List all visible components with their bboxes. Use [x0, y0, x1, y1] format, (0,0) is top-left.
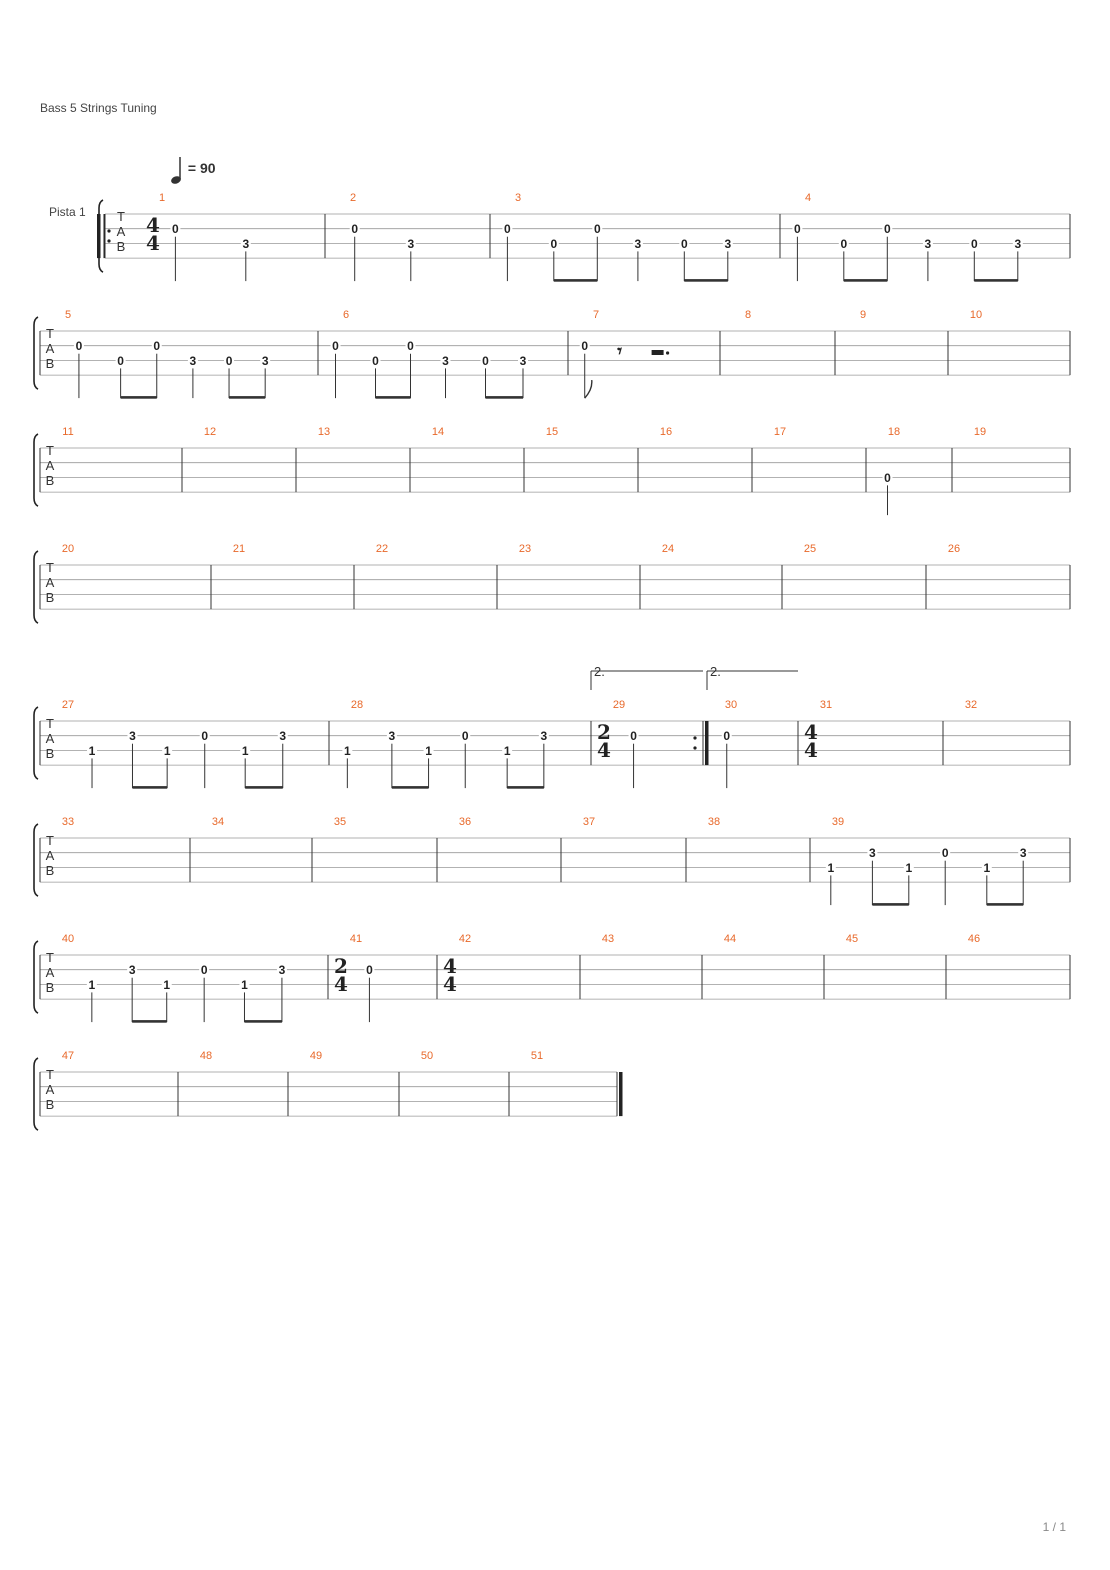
- fret-number: 3: [634, 236, 642, 251]
- fret-number: 1: [425, 743, 432, 758]
- measure-number: 24: [661, 543, 675, 555]
- time-signature-bottom: 4: [334, 972, 348, 996]
- time-signature-bottom: 4: [443, 972, 457, 996]
- measure-number: 6: [342, 309, 350, 321]
- fret-number: 0: [201, 729, 209, 744]
- fret-number: 1: [983, 860, 991, 875]
- fret-number: 0: [117, 353, 124, 368]
- measure-number: 21: [232, 543, 246, 555]
- measure-number: 12: [203, 426, 217, 438]
- measure-number: 15: [545, 426, 559, 438]
- fret-number: 0: [482, 353, 489, 368]
- time-signature-top: 2: [334, 954, 348, 978]
- track-name: Pista 1: [49, 205, 86, 219]
- measure-number: 43: [601, 933, 615, 945]
- fret-number: 3: [129, 729, 136, 744]
- fret-number: 0: [172, 222, 179, 237]
- measure-number: 31: [819, 699, 833, 711]
- measure-number: 4: [804, 192, 812, 204]
- measure-number: 44: [723, 933, 737, 945]
- beam: [844, 279, 888, 282]
- repeat-dot: [107, 239, 110, 242]
- system-bracket: [34, 824, 38, 896]
- repeat-start-thick: [97, 214, 101, 258]
- tab-clef-letter: T: [46, 560, 54, 575]
- beam: [121, 396, 157, 399]
- measure-number: 16: [659, 426, 673, 438]
- measure-number: 49: [309, 1050, 323, 1062]
- measure-number: 30: [724, 699, 738, 711]
- system-bracket: [34, 1058, 38, 1130]
- repeat-dot: [107, 229, 110, 232]
- tab-clef-letter: T: [46, 443, 54, 458]
- fret-number: 0: [225, 353, 233, 368]
- fret-number: 0: [504, 222, 511, 237]
- measure-number: 25: [803, 543, 817, 555]
- time-signature-top: 2: [597, 720, 611, 744]
- eighth-rest-icon: 𝄾: [617, 341, 623, 362]
- measure-number: 38: [707, 816, 721, 828]
- fret-number: 0: [941, 846, 949, 861]
- measure-number: 45: [845, 933, 859, 945]
- measure-number: 3: [514, 192, 522, 204]
- tab-clef-letter: T: [46, 326, 54, 341]
- fret-number: 3: [1019, 846, 1027, 861]
- measure-number: 51: [530, 1050, 544, 1062]
- measure-number: 14: [431, 426, 445, 438]
- tab-clef-letter: A: [45, 341, 55, 356]
- fret-number: 0: [407, 339, 414, 354]
- repeat-end-thick: [705, 721, 709, 765]
- measure-number: 19: [973, 426, 987, 438]
- volta-label: 2.: [710, 664, 721, 679]
- fret-number: 3: [1014, 236, 1022, 251]
- tab-clef-letter: B: [116, 239, 126, 254]
- measure-number: 11: [62, 426, 74, 438]
- tab-clef-letter: A: [45, 731, 55, 746]
- measure-number: 13: [317, 426, 331, 438]
- fret-number: 0: [884, 470, 891, 485]
- tab-clef-letter: B: [45, 590, 55, 605]
- time-signature-bottom: 4: [804, 738, 818, 762]
- fret-number: 0: [332, 339, 339, 354]
- tab-clef-letter: A: [45, 575, 55, 590]
- measure-number: 32: [964, 699, 978, 711]
- fret-number: 0: [723, 729, 731, 744]
- fret-number: 3: [924, 236, 932, 251]
- tab-clef-letter: A: [45, 965, 55, 980]
- tab-clef-letter: A: [45, 1082, 55, 1097]
- tempo-value: = 90: [187, 160, 216, 176]
- time-signature-top: 4: [804, 720, 818, 744]
- fret-number: 0: [366, 963, 373, 978]
- fret-number: 0: [593, 222, 601, 237]
- fret-number: 3: [724, 236, 732, 251]
- repeat-dot: [693, 736, 696, 739]
- measure-number: 50: [420, 1050, 434, 1062]
- tab-clef-letter: T: [46, 716, 54, 731]
- tab-clef-letter: B: [45, 746, 55, 761]
- fret-number: 3: [261, 353, 269, 368]
- beam: [245, 786, 283, 789]
- time-signature-bottom: 4: [597, 738, 611, 762]
- beam: [392, 786, 429, 789]
- measure-number: 29: [612, 699, 626, 711]
- fret-number: 0: [550, 236, 558, 251]
- measure-number: 7: [592, 309, 600, 321]
- fret-number: 1: [827, 860, 835, 875]
- tab-clef-letter: B: [45, 356, 55, 371]
- beam: [987, 903, 1023, 906]
- beam: [229, 396, 265, 399]
- measure-number: 28: [350, 699, 364, 711]
- measure-number: 41: [349, 933, 363, 945]
- eighth-flag: [585, 380, 592, 398]
- fret-number: 3: [388, 729, 396, 744]
- fret-number: 3: [869, 846, 876, 861]
- fret-number: 0: [372, 353, 379, 368]
- tab-clef-letter: B: [45, 980, 55, 995]
- beam: [244, 1020, 281, 1023]
- measure-number: 47: [61, 1050, 75, 1062]
- fret-number: 0: [581, 339, 589, 354]
- tab-clef-letter: B: [45, 863, 55, 878]
- fret-number: 3: [279, 729, 287, 744]
- measure-number: 33: [61, 816, 75, 828]
- fret-number: 1: [503, 743, 511, 758]
- fret-number: 3: [519, 353, 527, 368]
- fret-number: 3: [189, 353, 197, 368]
- fret-number: 0: [153, 339, 161, 354]
- tab-clef-letter: T: [46, 833, 54, 848]
- tab-clef-letter: A: [116, 224, 126, 239]
- fret-number: 1: [343, 743, 351, 758]
- beam: [974, 279, 1018, 282]
- measure-number: 35: [333, 816, 347, 828]
- measure-number: 20: [61, 543, 75, 555]
- fret-number: 1: [163, 743, 171, 758]
- measure-number: 18: [887, 426, 901, 438]
- dot-icon: [666, 351, 669, 354]
- fret-number: 3: [128, 963, 136, 978]
- measure-number: 37: [582, 816, 596, 828]
- fret-number: 0: [200, 963, 208, 978]
- tab-clef-letter: B: [45, 1097, 55, 1112]
- fret-number: 3: [442, 353, 449, 368]
- measure-number: 26: [947, 543, 961, 555]
- time-signature-bottom: 4: [146, 231, 160, 255]
- fret-number: 0: [75, 339, 83, 354]
- tab-clef-letter: T: [46, 1067, 54, 1082]
- fret-number: 1: [88, 743, 96, 758]
- fret-number: 3: [540, 729, 548, 744]
- fret-number: 0: [794, 222, 801, 237]
- measure-number: 40: [61, 933, 75, 945]
- measure-number: 2: [349, 192, 357, 204]
- measure-number: 5: [64, 309, 72, 321]
- measure-number: 23: [518, 543, 532, 555]
- measure-number: 9: [859, 309, 867, 321]
- measure-number: 17: [773, 426, 787, 438]
- beam: [376, 396, 411, 399]
- measure-number: 46: [967, 933, 981, 945]
- fret-number: 0: [970, 236, 978, 251]
- measure-number: 1: [158, 192, 166, 204]
- fret-number: 0: [461, 729, 469, 744]
- system-bracket: [34, 317, 38, 389]
- beam: [507, 786, 544, 789]
- measure-number: 34: [211, 816, 225, 828]
- fret-number: 1: [241, 743, 249, 758]
- volta-label: 2.: [594, 664, 605, 679]
- fret-number: 0: [840, 236, 848, 251]
- beam: [684, 279, 728, 282]
- fret-number: 3: [278, 963, 286, 978]
- tuning-label: Bass 5 Strings Tuning: [40, 101, 157, 115]
- fret-number: 0: [883, 222, 891, 237]
- fret-number: 0: [680, 236, 688, 251]
- tab-clef-letter: T: [117, 209, 125, 224]
- tab-clef-letter: B: [45, 473, 55, 488]
- measure-number: 42: [458, 933, 472, 945]
- final-barline: [619, 1072, 623, 1116]
- tab-clef-letter: T: [46, 950, 54, 965]
- fret-number: 3: [242, 236, 250, 251]
- system-bracket: [34, 707, 38, 779]
- tab-clef-letter: A: [45, 458, 55, 473]
- time-signature-top: 4: [146, 213, 160, 237]
- beam: [486, 396, 524, 399]
- half-rest-icon: [652, 350, 664, 355]
- measure-number: 48: [199, 1050, 213, 1062]
- measure-number: 8: [744, 309, 752, 321]
- measure-number: 27: [61, 699, 75, 711]
- tab-clef-letter: A: [45, 848, 55, 863]
- measure-number: 10: [969, 309, 983, 321]
- measure-number: 22: [375, 543, 389, 555]
- system-bracket: [34, 551, 38, 623]
- measure-number: 39: [831, 816, 845, 828]
- fret-number: 1: [88, 977, 96, 992]
- beam: [872, 903, 908, 906]
- fret-number: 0: [351, 222, 359, 237]
- repeat-dot: [693, 746, 696, 749]
- beam: [132, 1020, 167, 1023]
- fret-number: 3: [407, 236, 415, 251]
- fret-number: 0: [630, 729, 637, 744]
- system-bracket: [34, 941, 38, 1013]
- beam: [554, 279, 598, 282]
- fret-number: 1: [905, 860, 913, 875]
- system-bracket: [34, 434, 38, 506]
- fret-number: 1: [163, 977, 171, 992]
- measure-number: 36: [458, 816, 472, 828]
- beam: [132, 786, 167, 789]
- fret-number: 1: [241, 977, 248, 992]
- time-signature-top: 4: [443, 954, 457, 978]
- page-number: 1 / 1: [1042, 1520, 1066, 1534]
